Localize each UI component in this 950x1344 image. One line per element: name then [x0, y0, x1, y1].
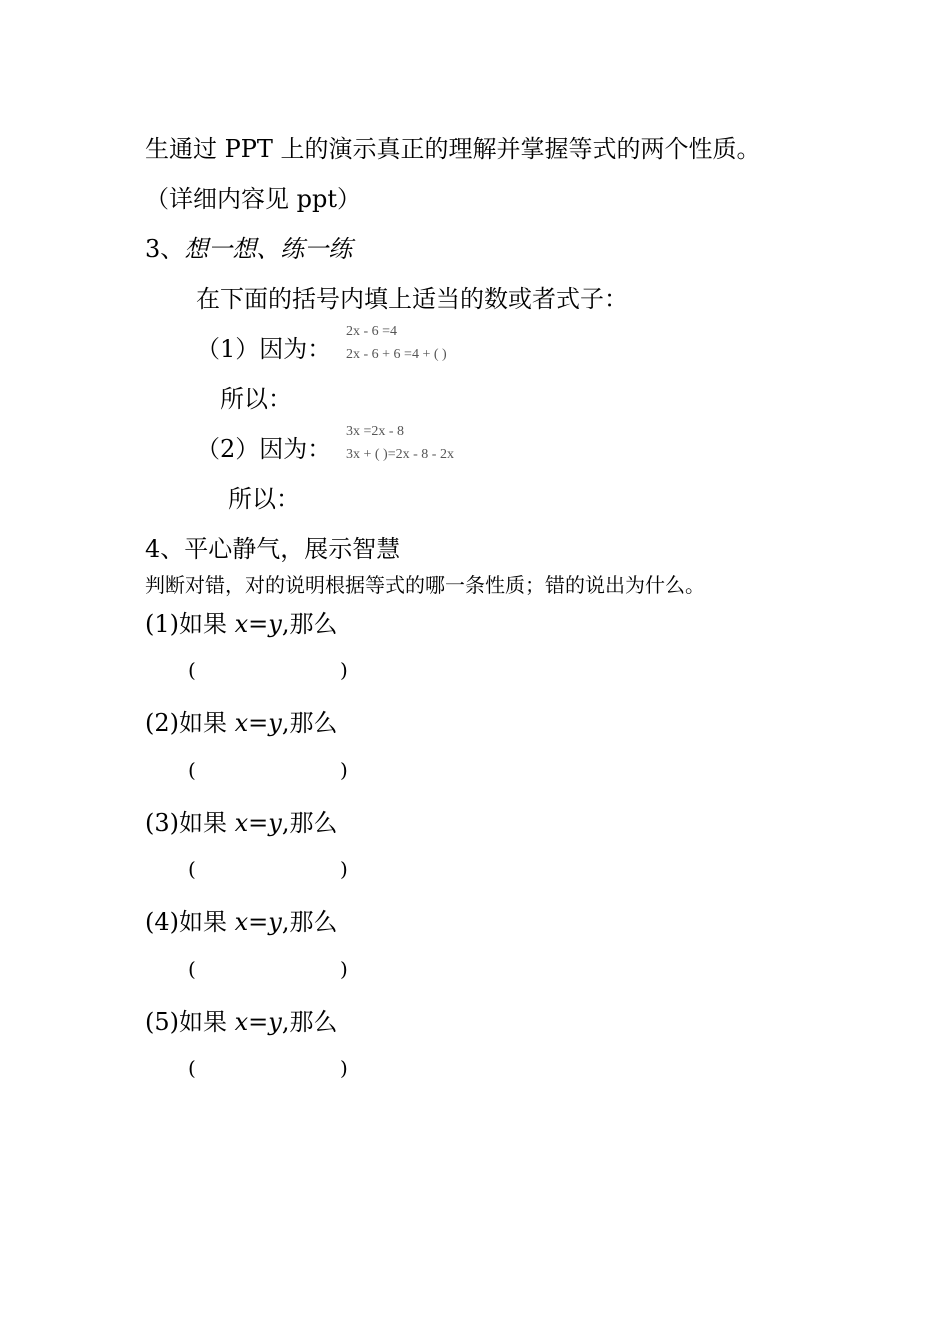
judge-item-1: (1)如果 x=y,那么 [145, 610, 338, 638]
section-3-instruction: 在下面的括号内填上适当的数或者式子： [196, 285, 628, 313]
answer-open-paren-2: ( [188, 758, 196, 782]
answer-open-paren-1: ( [188, 658, 196, 682]
section-3-heading [145, 234, 352, 264]
answer-close-paren-5: ) [340, 1056, 348, 1080]
answer-open-paren-3: ( [188, 857, 196, 881]
section-4-heading: 4、平心静气，展示智慧 [145, 535, 401, 563]
item-2-so: 所以： [228, 485, 300, 513]
answer-open-paren-5: ( [188, 1056, 196, 1080]
item-2-equation-line-2: 3x + ( )=2x - 8 - 2x [346, 447, 454, 462]
judge-item-3: (3)如果 x=y,那么 [145, 809, 338, 837]
item-1-so: 所以： [220, 385, 292, 413]
intro-line-2: （详细内容见 ppt） [145, 185, 361, 213]
answer-close-paren-1: ) [340, 658, 348, 682]
section-3-title: 想一想、练一练 [184, 235, 353, 263]
item-1-label: （1）因为： [196, 335, 332, 363]
judge-item-4: (4)如果 x=y,那么 [145, 908, 338, 936]
answer-close-paren-2: ) [340, 758, 348, 782]
section-4-instruction: 判断对错，对的说明根据等式的哪一条性质；错的说出为什么。 [145, 573, 705, 597]
section-3-number: 3、 [145, 235, 185, 263]
item-2-equation-line-1: 3x =2x - 8 [346, 424, 405, 439]
answer-close-paren-3: ) [340, 857, 348, 881]
answer-close-paren-4: ) [340, 957, 348, 981]
judge-item-2: (2)如果 x=y,那么 [145, 709, 338, 737]
intro-line-1: 生通过 PPT 上的演示真正的理解并掌握等式的两个性质。 [145, 135, 761, 163]
item-1-equation-line-2: 2x - 6 + 6 =4 + ( ) [346, 347, 447, 362]
item-2-label: （2）因为： [196, 435, 332, 463]
answer-open-paren-4: ( [188, 957, 196, 981]
judge-item-5: (5)如果 x=y,那么 [145, 1008, 338, 1036]
item-1-equation-line-1: 2x - 6 =4 [346, 324, 398, 339]
